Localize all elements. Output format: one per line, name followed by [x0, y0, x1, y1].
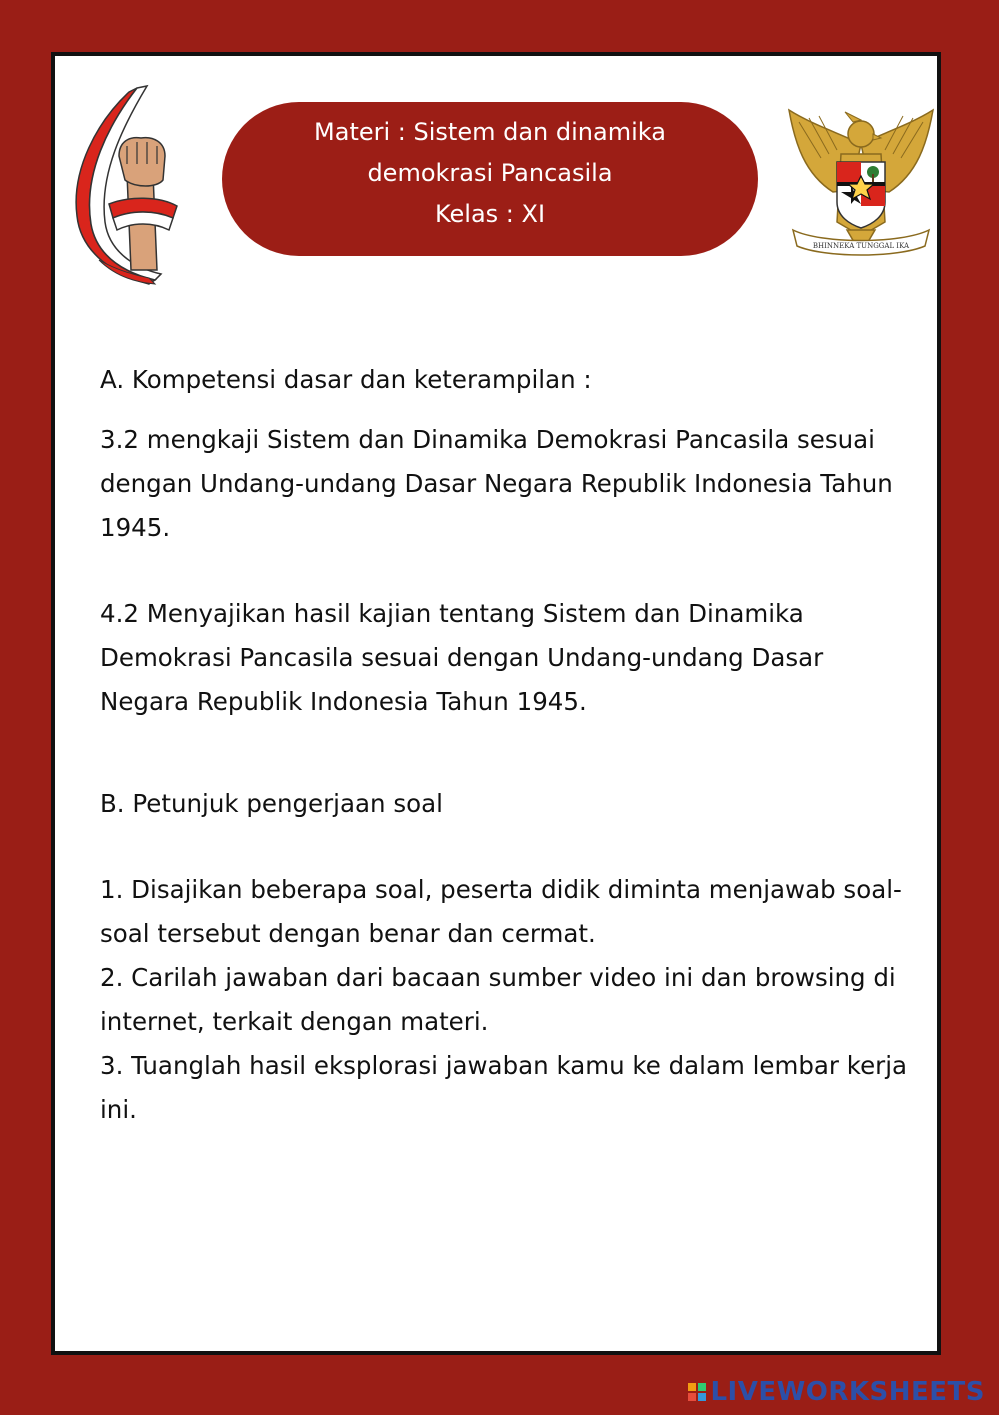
- section-b-heading: B. Petunjuk pengerjaan soal: [100, 789, 443, 818]
- worksheet-page: [51, 52, 941, 1355]
- title-class-line: Kelas : XI: [434, 200, 546, 228]
- liveworksheets-logo-icon: [688, 1383, 706, 1401]
- instructions-content: [100, 358, 910, 1132]
- liveworksheets-watermark: [688, 1375, 985, 1409]
- garuda-banner-text: BHINNEKA TUNGGAL IKA: [812, 242, 910, 250]
- title-subject-line-2: demokrasi Pancasila: [367, 159, 613, 187]
- garuda-pancasila-icon: [781, 104, 941, 264]
- instruction-item-1: 1. Disajikan beberapa soal, peserta didik diminta menjawab soal-soal tersebut dengan benar dan cermat.: [100, 875, 902, 948]
- competency-3-2: 3.2 mengkaji Sistem dan Dinamika Demokrasi Pancasila sesuai dengan Undang-undang Dasar Negara Republik Indonesia Tahun 1945.: [100, 425, 893, 542]
- watermark-text: LIVEWORKSHEETS: [710, 1377, 985, 1407]
- instruction-item-2: 2. Carilah jawaban dari bacaan sumber video ini dan browsing di internet, terkait dengan materi.: [100, 963, 896, 1036]
- fist-flag-icon: [69, 84, 189, 286]
- competency-4-2: 4.2 Menyajikan hasil kajian tentang Sistem dan Dinamika Demokrasi Pancasila sesuai dengan Undang-undang Dasar Negara Republik Indonesia Tahun 1945.: [100, 599, 824, 716]
- section-a-heading: A. Kompetensi dasar dan keterampilan :: [100, 365, 592, 394]
- material-title-banner: [222, 102, 758, 256]
- instruction-item-3: 3. Tuanglah hasil eksplorasi jawaban kamu ke dalam lembar kerja ini.: [100, 1051, 908, 1124]
- title-subject-line: Materi : Sistem dan dinamika: [314, 118, 666, 146]
